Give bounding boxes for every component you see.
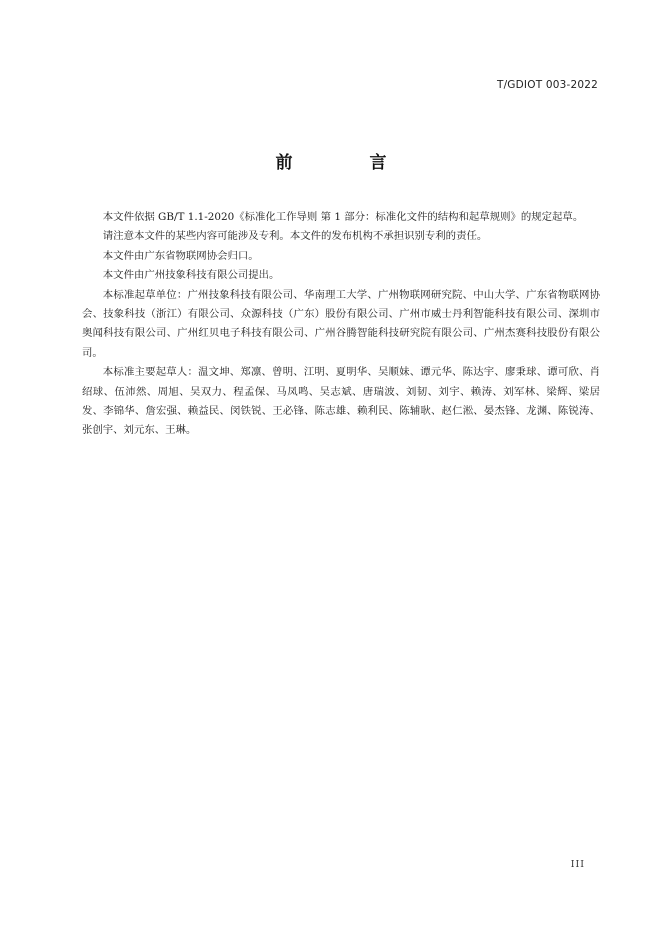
paragraph-basis: 本文件依据 GB/T 1.1-2020《标准化工作导则 第 1 部分：标准化文件的结构和起草规则》的规定起草。 (102, 211, 584, 223)
paragraph-drafters: 本标准主要起草人：温文坤、郑凛、曾明、江明、夏明华、吴顺妹、谭元华、陈达宇、廖秉球、谭可欣、肖绍球、伍沛然、周旭、吴双力、程孟保、马凤鸣、吴志斌、唐瑞波、刘韧、刘宇、赖涛、刘军林、梁辉、梁居发、李锦华、詹宏强、赖益民、闵铁锐、王必锋、陈志雄、赖利民、陈辅耿、赵仁淞、晏杰锋、龙渊、陈锐涛、张创宇、刘元东、王琳。 (82, 366, 600, 437)
foreword-body (82, 208, 600, 441)
document-code: T/GDIOT 003-2022 (496, 79, 598, 91)
page-number: III (570, 859, 585, 870)
paragraph-patent-notice: 请注意本文件的某些内容可能涉及专利。本文件的发布机构不承担识别专利的责任。 (102, 230, 488, 243)
page-title: 前 言 (275, 153, 417, 173)
paragraph-administered-by: 本文件由广东省物联网协会归口。 (102, 249, 259, 262)
paragraph-drafting-organizations: 本标准起草单位：广州技象科技有限公司、华南理工大学、广州物联网研究院、中山大学、广东省物联网协会、技象科技（浙江）有限公司、众源科技（广东）股份有限公司、广州市威士丹利智能科技有限公司、深圳市奥闻科技有限公司、广州红贝电子科技有限公司、广州谷腾智能科技研究院有限公司、广州杰赛科技股份有限公司。 (82, 288, 600, 359)
paragraph-proposed-by: 本文件由广州技象科技有限公司提出。 (102, 269, 280, 282)
